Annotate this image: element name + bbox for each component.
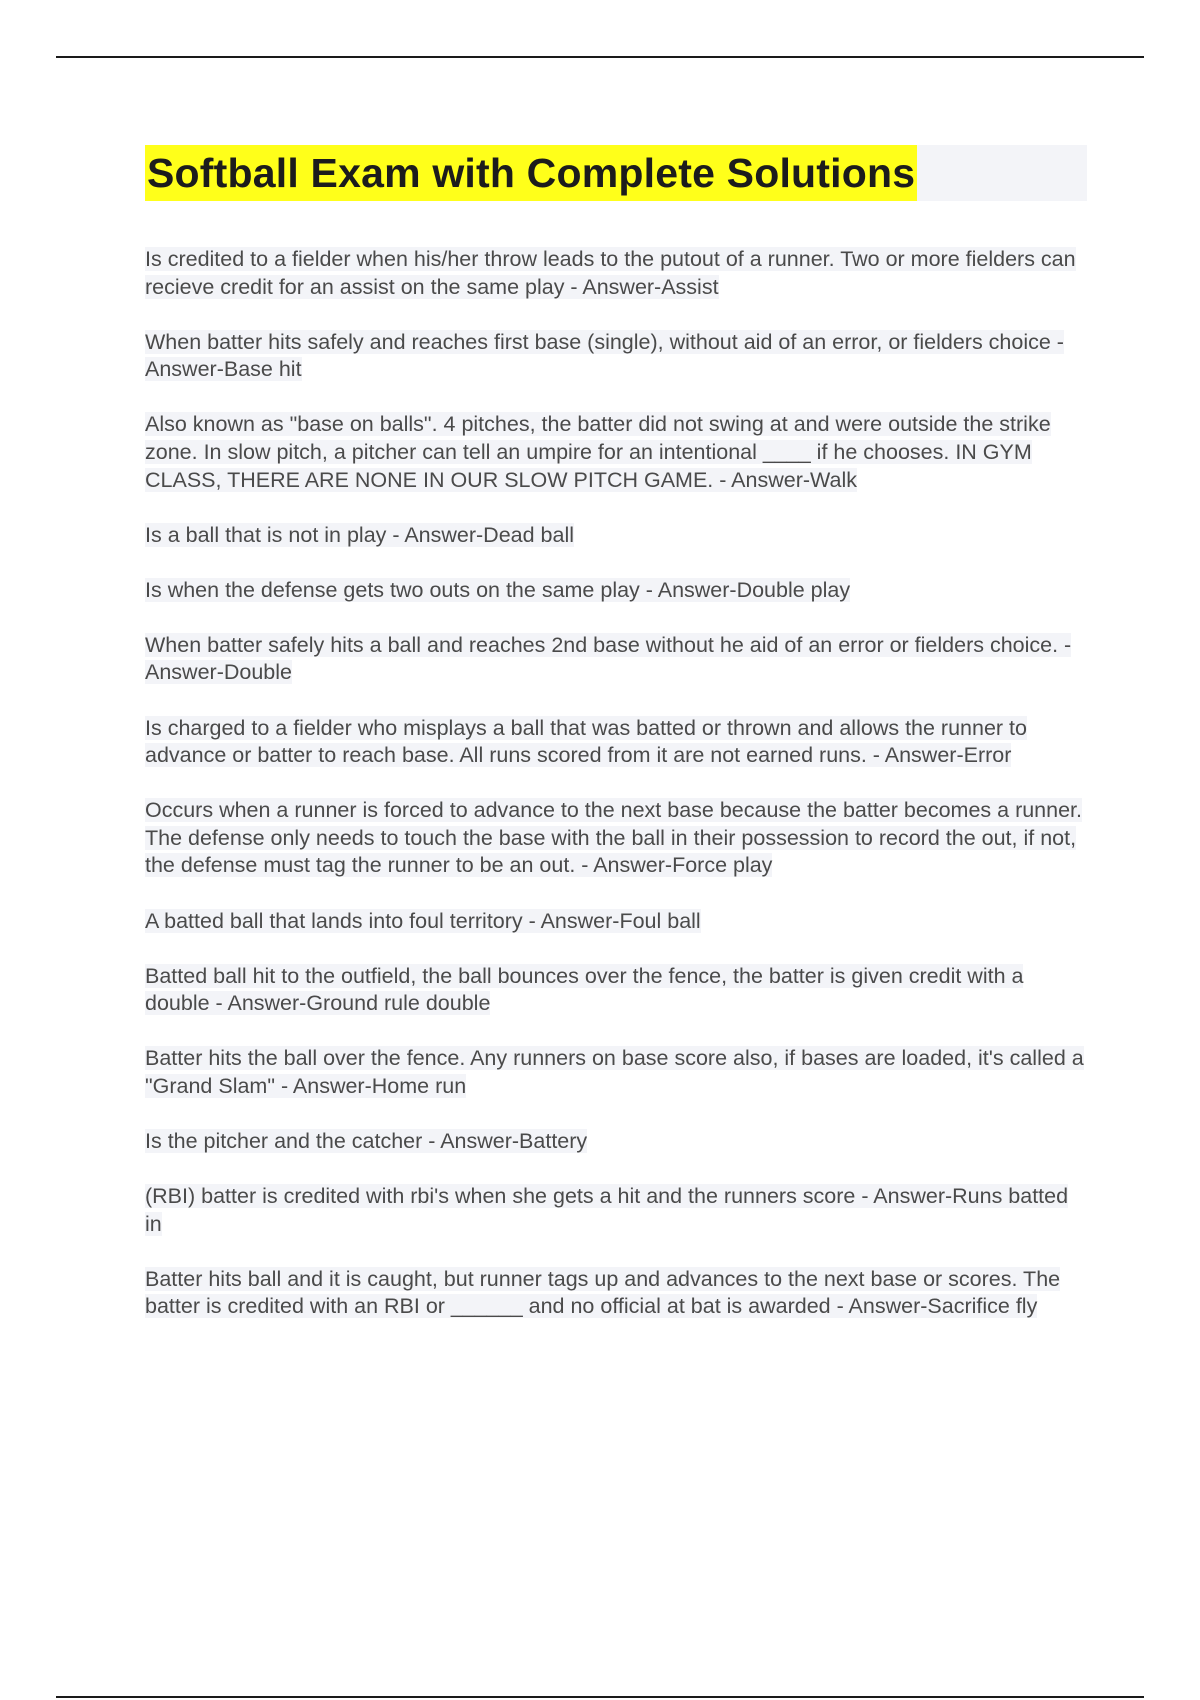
qa-item [145,908,1085,936]
qa-item-text: Is charged to a fielder who misplays a ball that was batted or thrown and allows the runner to advance or batter to reach base. All runs scored from it are not earned runs. - Answer-Error [145,715,1027,768]
qa-item-text: Is a ball that is not in play - Answer-Dead ball [145,522,575,547]
qa-list [145,246,1085,1348]
qa-item [145,246,1085,301]
qa-item-text: When batter safely hits a ball and reaches 2nd base without he aid of an error or fielders choice. - Answer-Double [145,632,1072,685]
qa-item [145,329,1085,384]
qa-item-text: Batter hits ball and it is caught, but runner tags up and advances to the next base or scores. The batter is credited with an RBI or ______ and no official at bat is awarded - Answer-Sacrifice fly [145,1266,1061,1319]
qa-item [145,1183,1085,1238]
qa-item-text: Is when the defense gets two outs on the same play - Answer-Double play [145,577,851,602]
qa-item [145,715,1085,770]
qa-item-text: Is the pitcher and the catcher - Answer-Battery [145,1128,588,1153]
footer-rule [56,1696,1144,1698]
qa-item-text: When batter hits safely and reaches first base (single), without aid of an error, or fielders choice - Answer-Base hit [145,329,1064,382]
qa-item [145,522,1085,550]
document-title: Softball Exam with Complete Solutions [145,145,917,201]
qa-item [145,577,1085,605]
qa-item [145,1128,1085,1156]
title-block [145,145,1087,201]
qa-item-text: Batter hits the ball over the fence. Any runners on base score also, if bases are loaded, it's called a "Grand Slam" - Answer-Home run [145,1046,1084,1098]
qa-item [145,963,1085,1018]
header-rule [56,56,1144,58]
qa-item-text: Occurs when a runner is forced to advance to the next base because the batter becomes a runner. The defense only needs to touch the base with the ball in their possession to record the out, if not, the defense must tag the runner to be an out. - Answer-Force play [145,798,1083,878]
qa-item-text: Batted ball hit to the outfield, the ball bounces over the fence, the batter is given credit with a double - Answer-Ground rule double [145,963,1024,1016]
qa-item [145,1266,1085,1321]
qa-item-text: Is credited to a fielder when his/her throw leads to the putout of a runner. Two or more fielders can recieve credit for an assist on the same play - Answer-Assist [145,247,1076,299]
qa-item [145,797,1085,880]
qa-item-text: Also known as "base on balls". 4 pitches, the batter did not swing at and were outside the strike zone. In slow pitch, a pitcher can tell an umpire for an intentional ____ if he chooses. IN GYM CLASS, THERE ARE NONE IN OUR SLOW PITCH GAME. - Answer-Walk [145,412,1051,492]
qa-item-text: (RBI) batter is credited with rbi's when she gets a hit and the runners score - Answer-Runs batted in [145,1184,1069,1236]
qa-item [145,1045,1085,1100]
qa-item [145,632,1085,687]
qa-item-text: A batted ball that lands into foul territory - Answer-Foul ball [145,908,701,933]
qa-item [145,411,1085,494]
